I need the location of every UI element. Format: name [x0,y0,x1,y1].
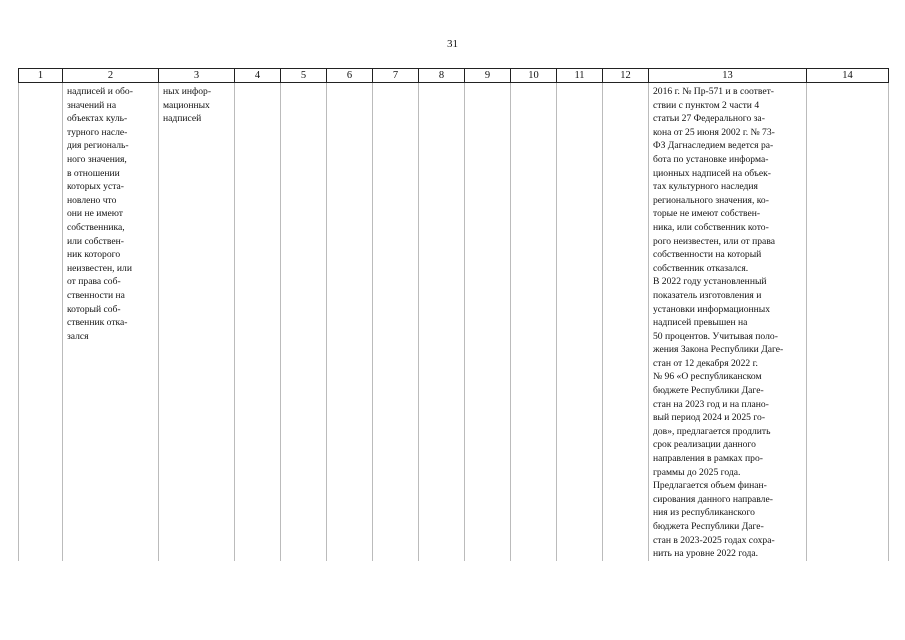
table-cell [465,83,511,561]
cell-text-col3: ных инфор- мационных надписей [163,86,212,125]
column-header: 11 [557,69,603,83]
column-header: 14 [807,69,889,83]
column-header: 4 [235,69,281,83]
column-header: 8 [419,69,465,83]
table-cell [373,83,419,561]
column-header: 7 [373,69,419,83]
table-cell [603,83,649,561]
column-header: 6 [327,69,373,83]
table-cell [327,83,373,561]
column-header: 1 [19,69,63,83]
column-header: 5 [281,69,327,83]
cell-text-col13: 2016 г. № Пр-571 и в соответ- ствии с пунктом 2 части 4 статьи 27 Федерального за- кона от 25 июня 2002 г. № 73- ФЗ Дагнаследием ведется ра- бота по установке информа- ционных надписей на объек- тах культурного наследия регионального значения, ко- торые не имеют собствен- ника, или собственник кото- рого неизвестен, или от права собственности на который собственник отказался. В 2022 году установленный показатель изготовления и установки информационных надписей превышен на 50 процентов. Учитывая поло- жения Закона Республики Даге- стан от 12 декабря 2022 г. № 96 «О республиканском бюджете Республики Даге- стан на 2023 год и на плано- вый период 2024 и 2025 го- дов», предлагается продлить срок реализации данного направления в рамках про- граммы до 2025 года. Предлагается объем финан- сирования данного направле- ния из республиканского бюджета Республики Даге- стан в 2023-2025 годах сохра- нить на уровне 2022 года. [653,86,784,560]
column-header: 2 [63,69,159,83]
column-header: 3 [159,69,235,83]
column-header: 12 [603,69,649,83]
column-header: 13 [649,69,807,83]
table-cell [557,83,603,561]
table-cell [19,83,63,561]
cell-text-col2: надписей и обо- значений на объектах куль- турного насле- дия региональ- ного значения, в отношении которых уста- новлено что они не имеют собственника, или собствен- ник которого неизвестен, или от права соб- ственности на который соб- ственник отка- зался [67,86,133,342]
table-cell [159,83,235,561]
page-number: 31 [447,38,458,50]
table-cell [511,83,557,561]
table-row [19,83,889,561]
table-cell [63,83,159,561]
table-cell [235,83,281,561]
column-header: 9 [465,69,511,83]
data-table [18,68,889,561]
table-cell [807,83,889,561]
table-cell [649,83,807,561]
table-cell [281,83,327,561]
table-header-row [19,69,889,83]
column-header: 10 [511,69,557,83]
table-cell [419,83,465,561]
